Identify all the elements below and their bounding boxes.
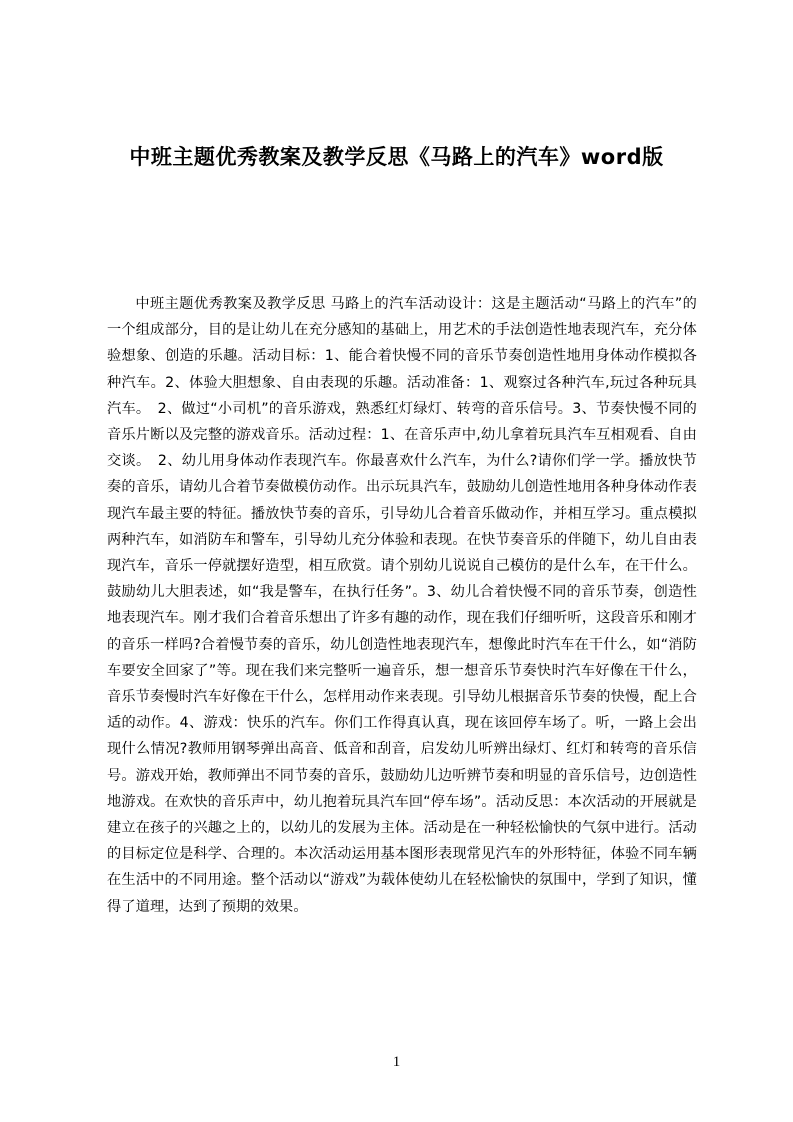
document-title: 中班主题优秀教案及教学反思《马路上的汽车》word版 xyxy=(129,145,664,169)
page-number: 1 xyxy=(392,1054,401,1070)
document-body: 中班主题优秀教案及教学反思 马路上的汽车活动设计：这是主题活动“马路上的汽车”的一个组成部分，目的是让幼儿在充分感知的基础上，用艺术的手法创造性地表现汽车，充分体验想象、创造的乐趣。活动目标：1、能合着快慢不同的音乐节奏创造性地用身体动作模拟各种汽车。2、体验大胆想象、自由表现的乐趣。活动准备：1、观察过各种汽车,玩过各种玩具汽车。 2、做过“小司机”的音乐游戏，熟悉红灯绿灯、转弯的音乐信号。3、节奏快慢不同的音乐片断以及完整的游戏音乐。活动过程：1、在音乐声中,幼儿拿着玩具汽车互相观看、自由交谈。 2、幼儿用身体动作表现汽车。你最喜欢什么汽车，为什么?请你们学一学。播放快节奏的音乐，请幼儿合着节奏做模仿动作。出示玩具汽车，鼓励幼儿创造性地用各种身体动作表现汽车最主要的特征。播放快节奏的音乐，引导幼儿合着音乐做动作，并相互学习。重点模拟两种汽车，如消防车和警车，引导幼儿充分体验和表现。在快节奏音乐的伴随下，幼儿自由表现汽车，音乐一停就摆好造型，相互欣赏。请个别幼儿说说自己模仿的是什么车，在干什么。鼓励幼儿大胆表述，如“我是警车，在执行任务”。3、幼儿合着快慢不同的音乐节奏，创造性地表现汽车。刚才我们合着音乐想出了许多有趣的动作，现在我们仔细听听，这段音乐和刚才的音乐一样吗?合着慢节奏的音乐，幼儿创造性地表现汽车，想像此时汽车在干什么，如“消防车要安全回家了”等。现在我们来完整听一遍音乐，想一想音乐节奏快时汽车好像在干什么，音乐节奏慢时汽车好像在干什么，怎样用动作来表现。引导幼儿根据音乐节奏的快慢，配上合适的动作。4、游戏：快乐的汽车。你们工作得真认真，现在该回停车场了。听，一路上会出现什么情况?教师用钢琴弹出高音、低音和刮音，启发幼儿听辨出绿灯、红灯和转弯的音乐信号。游戏开始，教师弹出不同节奏的音乐，鼓励幼儿边听辨节奏和明显的音乐信号，边创造性地游戏。在欢快的音乐声中，幼儿抱着玩具汽车回“停车场”。活动反思：本次活动的开展就是建立在孩子的兴趣之上的，以幼儿的发展为主体。活动是在一种轻松愉快的气氛中进行。活动的目标定位是科学、合理的。本次活动运用基本图形表现常见汽车的外形特征，体验不同车辆在生活中的不同用途。整个活动以“游戏”为载体使幼儿在轻松愉快的氛围中，学到了知识，懂得了道理，达到了预期的效果。 xyxy=(107,296,697,915)
